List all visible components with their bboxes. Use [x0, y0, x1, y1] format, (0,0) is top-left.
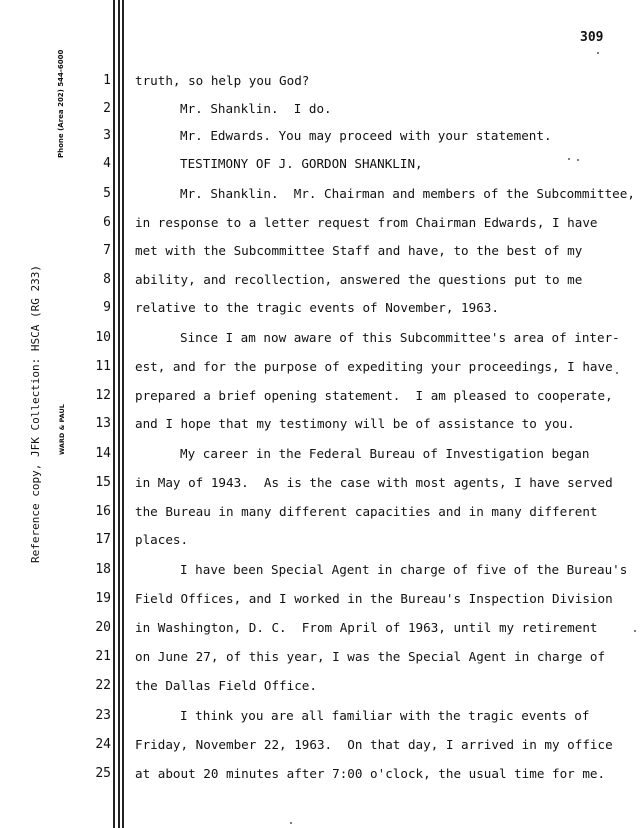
transcript-line [0, 649, 640, 679]
line-text: places. [135, 532, 189, 547]
line-text: Field Offices, and I worked in the Bureau's Inspection Division [135, 591, 613, 606]
scan-speck [290, 822, 292, 824]
transcript-line [0, 186, 640, 216]
line-text: est, and for the purpose of expediting your proceedings, I have [135, 359, 613, 374]
transcript-line [0, 388, 640, 418]
line-number: 12 [95, 388, 111, 403]
line-text: and I hope that my testimony will be of assistance to you. [135, 416, 575, 431]
line-number: 24 [95, 737, 111, 752]
line-number: 17 [95, 532, 111, 547]
line-number: 1 [103, 73, 111, 88]
page-number: 309 [580, 30, 604, 45]
line-number: 22 [95, 678, 111, 693]
transcript-line [0, 272, 640, 302]
transcript-line [0, 101, 640, 131]
scan-speck [577, 159, 579, 161]
line-number: 20 [95, 620, 111, 635]
transcript-line [0, 300, 640, 330]
line-number: 25 [95, 766, 111, 781]
line-number: 18 [95, 562, 111, 577]
line-text: ability, and recollection, answered the questions put to me [135, 272, 583, 287]
line-number: 10 [95, 330, 111, 345]
line-number: 11 [95, 359, 111, 374]
line-text: I think you are all familiar with the tragic events of [180, 708, 590, 723]
transcript-line [0, 475, 640, 505]
line-text: the Bureau in many different capacities and in many different [135, 504, 598, 519]
transcript-line [0, 708, 640, 738]
line-number: 4 [103, 156, 111, 171]
transcript-line [0, 243, 640, 273]
line-number: 14 [95, 446, 111, 461]
line-text: relative to the tragic events of November, 1963. [135, 300, 499, 315]
line-number: 21 [95, 649, 111, 664]
transcript-line [0, 532, 640, 562]
transcript-line [0, 128, 640, 158]
line-text: in May of 1943. As is the case with most agents, I have served [135, 475, 613, 490]
transcript-line [0, 156, 640, 186]
line-number: 6 [103, 215, 111, 230]
scan-speck [634, 630, 636, 632]
transcript-line [0, 215, 640, 245]
line-text: Since I am now aware of this Subcommittee's area of inter- [180, 330, 620, 345]
line-text: in response to a letter request from Chairman Edwards, I have [135, 215, 598, 230]
line-number: 7 [103, 243, 111, 258]
scan-speck [568, 158, 570, 160]
line-number: 15 [95, 475, 111, 490]
line-text: TESTIMONY OF J. GORDON SHANKLIN, [180, 156, 423, 171]
line-text: Friday, November 22, 1963. On that day, I arrived in my office [135, 737, 613, 752]
line-text: the Dallas Field Office. [135, 678, 317, 693]
line-number: 9 [103, 300, 111, 315]
transcript-line [0, 562, 640, 592]
line-number: 13 [95, 416, 111, 431]
scan-speck [616, 372, 618, 374]
line-number: 5 [103, 186, 111, 201]
transcript-line [0, 73, 640, 103]
line-text: at about 20 minutes after 7:00 o'clock, the usual time for me. [135, 766, 606, 781]
transcript-line [0, 737, 640, 767]
line-text: on June 27, of this year, I was the Special Agent in charge of [135, 649, 606, 664]
line-number: 19 [95, 591, 111, 606]
transcript-line [0, 359, 640, 389]
scan-speck [597, 52, 599, 54]
line-number: 16 [95, 504, 111, 519]
reference-margin-note: Reference copy, JFK Collection: HSCA (RG 233) [29, 264, 42, 563]
line-number: 3 [103, 128, 111, 143]
transcript-line [0, 591, 640, 621]
line-text: prepared a brief opening statement. I am pleased to cooperate, [135, 388, 613, 403]
line-number: 8 [103, 272, 111, 287]
line-text: Mr. Edwards. You may proceed with your statement. [180, 128, 552, 143]
phone-margin-note: Phone (Area 202) 544-6000 [57, 49, 65, 158]
line-text: in Washington, D. C. From April of 1963, until my retirement [135, 620, 598, 635]
transcript-line [0, 330, 640, 360]
line-text: met with the Subcommittee Staff and have, to the best of my [135, 243, 583, 258]
line-number: 23 [95, 708, 111, 723]
line-text: I have been Special Agent in charge of five of the Bureau's [180, 562, 628, 577]
reporter-margin-note: WARD & PAUL [58, 404, 66, 455]
transcript-line [0, 766, 640, 796]
transcript-line [0, 416, 640, 446]
line-text: My career in the Federal Bureau of Investigation began [180, 446, 590, 461]
transcript-line [0, 446, 640, 476]
transcript-line [0, 678, 640, 708]
line-text: Mr. Shanklin. Mr. Chairman and members of the Subcommittee, [180, 186, 635, 201]
line-number: 2 [103, 101, 111, 116]
transcript-line [0, 504, 640, 534]
line-text: truth, so help you God? [135, 73, 310, 88]
transcript-line [0, 620, 640, 650]
line-text: Mr. Shanklin. I do. [180, 101, 332, 116]
